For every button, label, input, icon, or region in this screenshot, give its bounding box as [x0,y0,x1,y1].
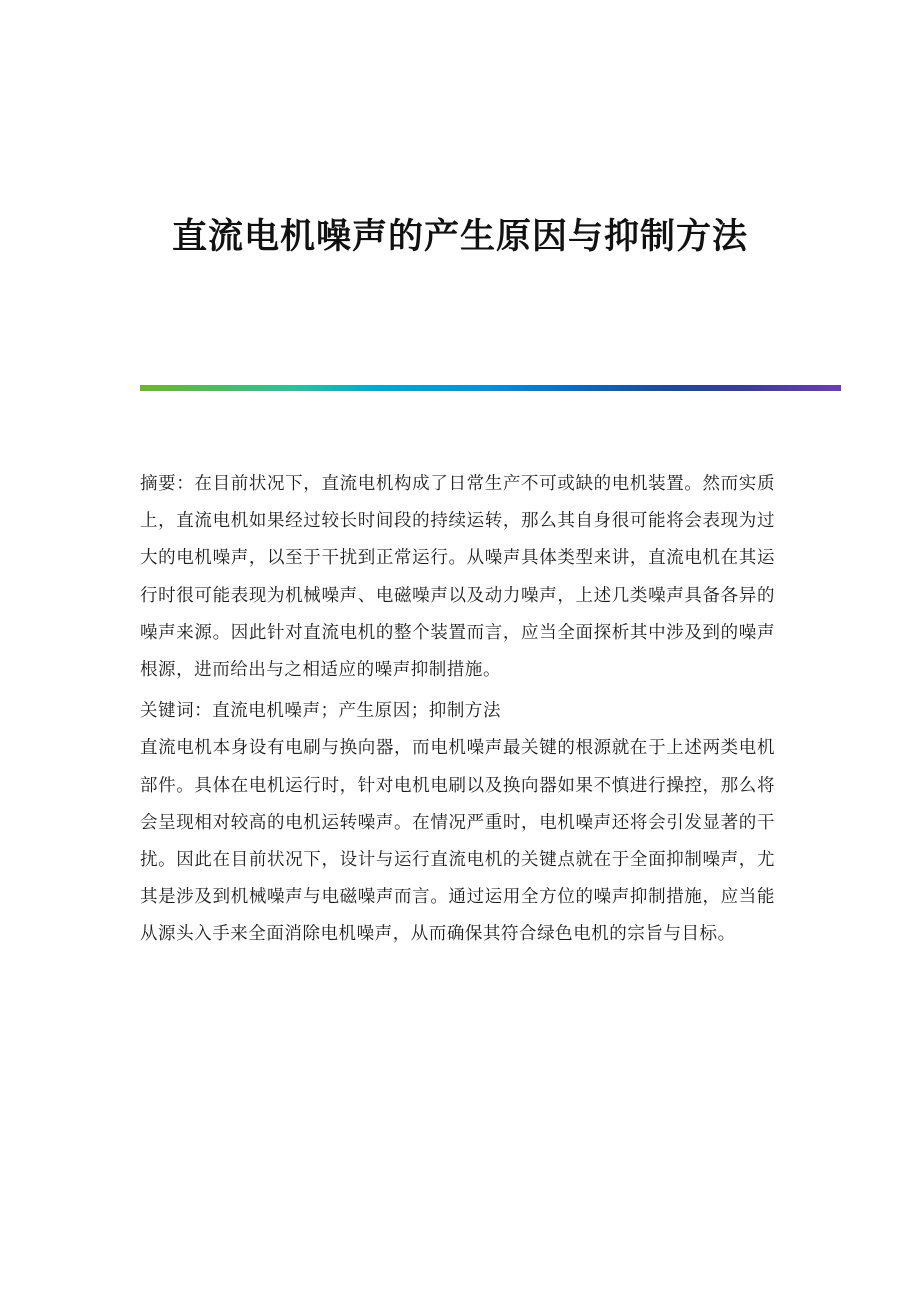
document-content [140,466,775,954]
page-title: 直流电机噪声的产生原因与抑制方法 [171,216,748,258]
body-paragraph: 直流电机本身设有电刷与换向器，而电机噪声最关键的根源就在于上述两类电机部件。具体在电机运行时，针对电机电刷以及换向器如果不慎进行操控，那么将会呈现相对较高的电机运转噪声。在情况严重时，电机噪声还将会引发显著的干扰。因此在目前状况下，设计与运行直流电机的关键点就在于全面抑制噪声，尤其是涉及到机械噪声与电磁噪声而言。通过运用全方位的噪声抑制措施，应当能从源头入手来全面消除电机噪声，从而确保其符合绿色电机的宗旨与目标。 [140,738,775,945]
title-divider-gradient-bar [140,385,841,391]
abstract-paragraph: 摘要：在目前状况下，直流电机构成了日常生产不可或缺的电机装置。然而实质上，直流电机如果经过较长时间段的持续运转，那么其自身很可能将会表现为过大的电机噪声，以至于干扰到正常运行。从噪声具体类型来讲，直流电机在其运行时很可能表现为机械噪声、电磁噪声以及动力噪声，上述几类噪声具备各异的噪声来源。因此针对直流电机的整个装置而言，应当全面探析其中涉及到的噪声根源，进而给出与之相适应的噪声抑制措施。 [140,474,775,681]
keywords-line: 关键词：直流电机噪声；产生原因；抑制方法 [140,701,501,722]
